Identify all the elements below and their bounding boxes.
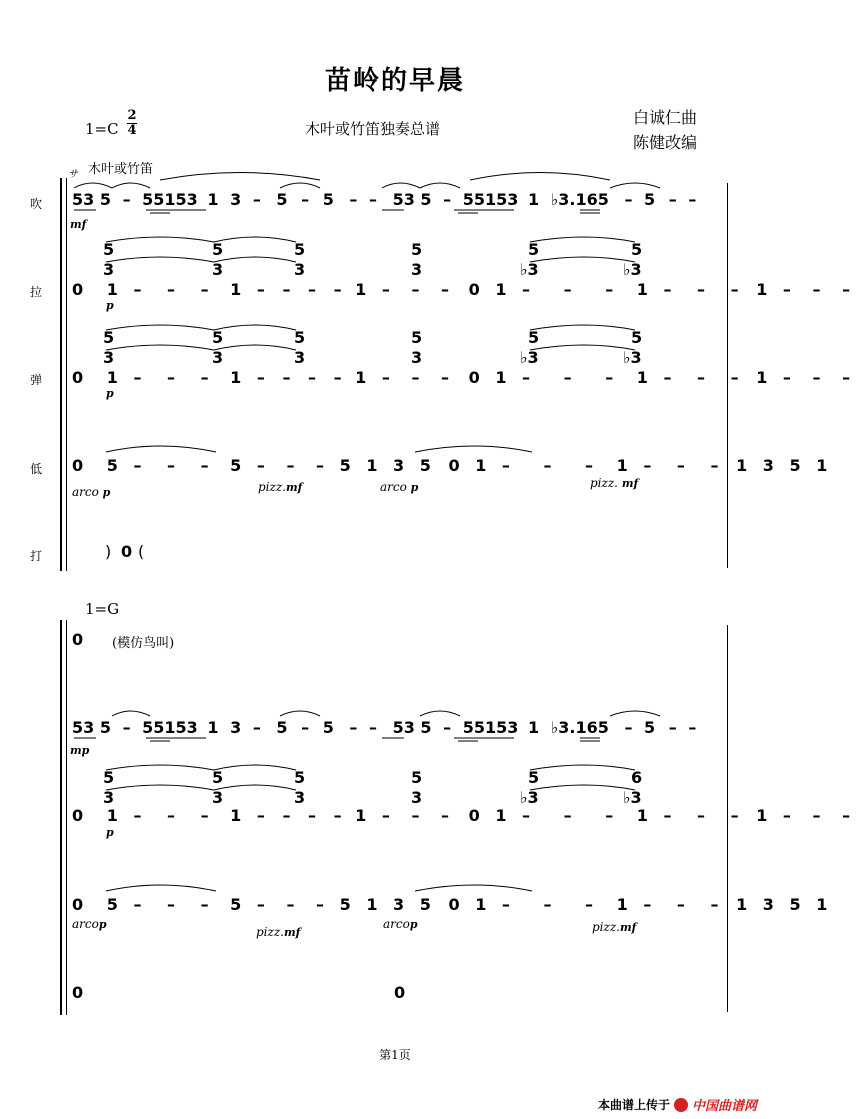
dash: – – – <box>381 806 458 825</box>
tie <box>214 765 296 770</box>
note: 5 <box>339 895 351 914</box>
note: 5 <box>597 718 609 737</box>
subtitle: 木叶或竹笛独奏总谱 <box>305 120 441 138</box>
dash: – – – <box>381 280 458 299</box>
part-label-la: 拉 <box>30 285 43 299</box>
composer: 白诚仁曲 <box>633 108 698 127</box>
dyn-mf-bass-2: mf <box>621 477 639 490</box>
note: 5 <box>789 456 801 475</box>
dash: – <box>122 718 131 737</box>
dash: – <box>624 190 633 209</box>
note: 53 <box>496 190 519 209</box>
s2-chord-top-3: 5 <box>294 768 306 787</box>
s2-perc-rest-2: 0 <box>394 983 406 1002</box>
s2-chord-mid-4: 3 <box>411 788 423 807</box>
s2-chord-top-4: 5 <box>411 768 423 787</box>
dash: – <box>668 190 677 209</box>
tie <box>214 345 296 350</box>
part-label-bass: 低 <box>30 462 43 476</box>
note: 1 <box>756 368 768 387</box>
tie <box>214 237 296 242</box>
dyn-mf: mf <box>70 218 87 231</box>
note: 53 <box>496 718 519 737</box>
tie <box>106 765 214 770</box>
tan-chord-top-5: 5 <box>528 328 540 347</box>
tempo-mark: サ <box>68 169 78 180</box>
dash: – – – <box>782 806 858 825</box>
note: 5 <box>420 718 432 737</box>
dyn-mf-bass-4: mf <box>619 921 637 934</box>
note: 3 <box>230 190 242 209</box>
note: 5 <box>230 895 242 914</box>
note: 551 <box>142 190 176 209</box>
note: ♭3. <box>550 718 576 737</box>
tie <box>530 765 635 770</box>
la-chord-mid-4: 3 <box>411 260 423 279</box>
dash: – <box>443 190 452 209</box>
key-signature-text: 1=C <box>85 120 119 138</box>
dash: – <box>369 190 377 209</box>
dash: – – – <box>643 895 729 914</box>
dash: – – – <box>522 368 628 387</box>
note: 551 <box>462 718 497 737</box>
la-chord-top-1: 5 <box>103 240 115 259</box>
key-signature-2: 1=G <box>85 600 120 618</box>
note: 1 <box>816 456 828 475</box>
note: 0 <box>448 895 460 914</box>
note: 0 <box>468 806 480 825</box>
note: 16 <box>575 718 598 737</box>
note: 53 <box>72 718 95 737</box>
s2-chord-mid-6: ♭3 <box>623 788 642 807</box>
tie <box>214 785 296 790</box>
tan-chord-top-3: 5 <box>294 328 306 347</box>
note: 1 <box>636 806 648 825</box>
note: 53 <box>175 190 198 209</box>
dash: – – – <box>381 368 458 387</box>
tie <box>106 257 214 262</box>
note: 1 <box>816 895 828 914</box>
note: 1 <box>475 895 487 914</box>
tie <box>106 785 214 790</box>
footer-brand <box>598 1095 757 1114</box>
dash: – – – <box>256 895 333 914</box>
note: 1 <box>527 718 540 737</box>
note: 1 <box>355 368 367 387</box>
tie <box>214 325 296 330</box>
note: 53 <box>72 190 95 209</box>
dash: – – – <box>133 280 219 299</box>
slur <box>420 711 460 716</box>
dash: – – – – <box>256 368 348 387</box>
note: 0 <box>72 895 84 914</box>
la-chord-mid-2: 3 <box>212 260 224 279</box>
dash: – – – <box>133 368 219 387</box>
slur <box>280 711 320 716</box>
la-chord-top-3: 5 <box>294 240 306 259</box>
note: 5 <box>106 895 118 914</box>
note: 551 <box>462 190 497 209</box>
note: 1 <box>106 280 118 299</box>
note: 5 <box>644 718 656 737</box>
dash: – <box>122 190 131 209</box>
dyn-p-bass: p <box>102 486 111 499</box>
dash: – – – <box>643 456 729 475</box>
time-sig-bottom: 4 <box>127 123 137 138</box>
part-label-perc: 打 <box>30 549 43 563</box>
note: 1 <box>355 806 367 825</box>
s2-chord-mid-1: 3 <box>103 788 115 807</box>
note: 0 <box>72 368 84 387</box>
dash: – – – <box>256 456 333 475</box>
slur <box>415 885 532 891</box>
note: 5 <box>106 456 118 475</box>
note: 1 <box>475 456 487 475</box>
dash: – – – <box>663 280 749 299</box>
part-label-wind: 吹 <box>30 197 43 211</box>
note: 5 <box>276 190 288 209</box>
slur <box>106 885 216 891</box>
note: 5 <box>230 456 242 475</box>
slur <box>112 183 150 188</box>
dyn-mp: mp <box>70 744 90 757</box>
note: 5 <box>322 190 334 209</box>
note: 5 <box>789 895 801 914</box>
note: 16 <box>575 190 598 209</box>
note: 1 <box>495 368 507 387</box>
dash: – <box>369 718 377 737</box>
dash: – – – <box>133 456 219 475</box>
dyn-p-la-2: p <box>106 826 114 839</box>
dash: – – – <box>133 895 219 914</box>
perc-paren-open: ) <box>105 542 112 561</box>
dyn-p-la: p <box>106 299 114 312</box>
dash: – <box>624 718 633 737</box>
tie <box>106 237 214 242</box>
dyn-p-bass-4: p <box>409 918 418 931</box>
note: 0 <box>448 456 460 475</box>
arco-text: arco <box>72 485 99 499</box>
dyn-p-bass-2: p <box>410 481 419 494</box>
arco-text: arco <box>380 480 407 494</box>
dash: – – – <box>133 806 219 825</box>
pizz-text: pizz. <box>258 480 286 494</box>
dyn-p-bass-3: p <box>98 918 107 931</box>
dash: – <box>252 190 261 209</box>
note: 5 <box>276 718 288 737</box>
s2-chord-mid-2: 3 <box>212 788 224 807</box>
la-chord-top-2: 5 <box>212 240 224 259</box>
la-chord-top-4: 5 <box>411 240 423 259</box>
s2-perc-rest-1: 0 <box>72 983 84 1002</box>
note: 5 <box>644 190 656 209</box>
dash: – <box>252 718 261 737</box>
dash: – – – – <box>256 280 348 299</box>
note: 1 <box>616 895 628 914</box>
note: 5 <box>99 190 111 209</box>
dyn-p-tan: p <box>106 387 114 400</box>
note: 551 <box>142 718 176 737</box>
note: 5 <box>339 456 351 475</box>
note: 3 <box>393 895 405 914</box>
note: 1 <box>366 456 378 475</box>
tan-chord-top-6: 5 <box>631 328 643 347</box>
note: 1 <box>106 368 118 387</box>
dash: – – – <box>782 368 858 387</box>
note: 53 <box>392 718 415 737</box>
note: ♭3. <box>550 190 576 209</box>
arco-text: arco <box>383 917 410 931</box>
s2-chord-mid-5: ♭3 <box>520 788 539 807</box>
note: 0 <box>468 280 480 299</box>
dash: – – – <box>663 368 749 387</box>
arranger: 陈健改编 <box>633 133 698 152</box>
la-chord-top-6: 5 <box>631 240 643 259</box>
pizz-text: pizz. <box>592 920 620 934</box>
slur <box>112 711 150 716</box>
note: 1 <box>230 280 242 299</box>
note: 5 <box>597 190 609 209</box>
dash: – <box>668 718 677 737</box>
note: 53 <box>175 718 198 737</box>
tan-chord-mid-2: 3 <box>212 348 224 367</box>
note: 1 <box>756 280 768 299</box>
note: 0 <box>468 368 480 387</box>
slur <box>74 183 112 188</box>
perc-rest-1: 0 <box>121 542 133 561</box>
slur <box>415 446 532 452</box>
note: 5 <box>420 190 432 209</box>
note: 3 <box>393 456 405 475</box>
page-title: 苗岭的早晨 <box>324 66 465 96</box>
note: 5 <box>419 895 431 914</box>
note: 1 <box>207 718 219 737</box>
note: 0 <box>72 456 84 475</box>
dash: – – – <box>663 806 749 825</box>
slur <box>280 183 320 188</box>
slur <box>382 183 420 188</box>
note: 1 <box>355 280 367 299</box>
brand-name[interactable]: 中国曲谱网 <box>692 1099 758 1114</box>
tan-chord-top-1: 5 <box>103 328 115 347</box>
note: 1 <box>616 456 628 475</box>
note: 3 <box>230 718 242 737</box>
note: 5 <box>99 718 111 737</box>
s2-chord-top-2: 5 <box>212 768 224 787</box>
dyn-mf-bass: mf <box>285 481 303 494</box>
note: 1 <box>230 368 242 387</box>
note: 1 <box>636 368 648 387</box>
tan-chord-mid-1: 3 <box>103 348 115 367</box>
tie <box>106 345 214 350</box>
upload-text: 本曲谱上传于 <box>598 1098 671 1112</box>
tie <box>106 325 214 330</box>
tan-chord-mid-4: 3 <box>411 348 423 367</box>
s2-chord-top-5: 5 <box>528 768 540 787</box>
part-label-tan: 弹 <box>30 373 43 387</box>
note: 3 <box>762 456 774 475</box>
s2-chord-top-1: 5 <box>103 768 115 787</box>
tan-chord-top-2: 5 <box>212 328 224 347</box>
dash: – – – <box>522 806 628 825</box>
dash: – – – – <box>256 806 348 825</box>
slur <box>106 446 216 452</box>
note: 1 <box>366 895 378 914</box>
time-sig-top: 2 <box>127 108 137 123</box>
note: 5 <box>419 456 431 475</box>
tan-chord-mid-3: 3 <box>294 348 306 367</box>
slur <box>610 183 660 188</box>
dash: – – – <box>501 456 608 475</box>
la-chord-mid-5: ♭3 <box>520 260 539 279</box>
brand-logo-icon <box>674 1098 688 1112</box>
s2-chord-mid-3: 3 <box>294 788 306 807</box>
note: 5 <box>322 718 334 737</box>
note: 1 <box>495 806 507 825</box>
slur <box>610 711 660 716</box>
dash: – <box>301 190 310 209</box>
tie <box>530 325 635 330</box>
s2-rest-top: 0 <box>72 630 84 649</box>
note: 0 <box>72 806 84 825</box>
la-chord-top-5: 5 <box>528 240 540 259</box>
pizz-text: pizz. <box>256 925 284 939</box>
note: 1 <box>756 806 768 825</box>
note: 1 <box>636 280 648 299</box>
dyn-mf-bass-3: mf <box>283 926 301 939</box>
note: 1 <box>736 895 748 914</box>
dash: – – – <box>522 280 628 299</box>
arco-text: arco <box>72 917 99 931</box>
note: 3 <box>762 895 774 914</box>
slur <box>470 173 610 181</box>
note: 0 <box>72 280 84 299</box>
tan-chord-mid-5: ♭3 <box>520 348 539 367</box>
tie <box>530 237 635 242</box>
tan-chord-top-4: 5 <box>411 328 423 347</box>
note: 53 <box>392 190 415 209</box>
pizz-text: pizz. <box>590 476 618 490</box>
note: 1 <box>736 456 748 475</box>
dash: – – – <box>501 895 608 914</box>
note: 1 <box>230 806 242 825</box>
page-number: 第1页 <box>379 1048 411 1062</box>
tie <box>530 345 635 350</box>
s2-chord-top-6: 6 <box>631 768 643 787</box>
la-chord-mid-1: 3 <box>103 260 115 279</box>
note: 1 <box>207 190 219 209</box>
dash: – <box>349 718 358 737</box>
tie <box>530 257 635 262</box>
dash: – <box>688 718 697 737</box>
tie <box>214 257 296 262</box>
dash: – – – <box>782 280 858 299</box>
dash: – <box>301 718 310 737</box>
tan-chord-mid-6: ♭3 <box>623 348 642 367</box>
dash: – <box>349 190 358 209</box>
note: 1 <box>495 280 507 299</box>
perc-paren-close: ( <box>138 542 145 561</box>
la-chord-mid-3: 3 <box>294 260 306 279</box>
la-chord-mid-6: ♭3 <box>623 260 642 279</box>
tie <box>530 785 635 790</box>
dash: – <box>688 190 697 209</box>
bird-imitation-note: (模仿鸟叫) <box>112 636 175 651</box>
slur <box>420 183 460 188</box>
instrument-label: 木叶或竹笛 <box>88 162 154 177</box>
note: 1 <box>106 806 118 825</box>
slur <box>160 173 320 181</box>
note: 1 <box>527 190 540 209</box>
dash: – <box>443 718 452 737</box>
